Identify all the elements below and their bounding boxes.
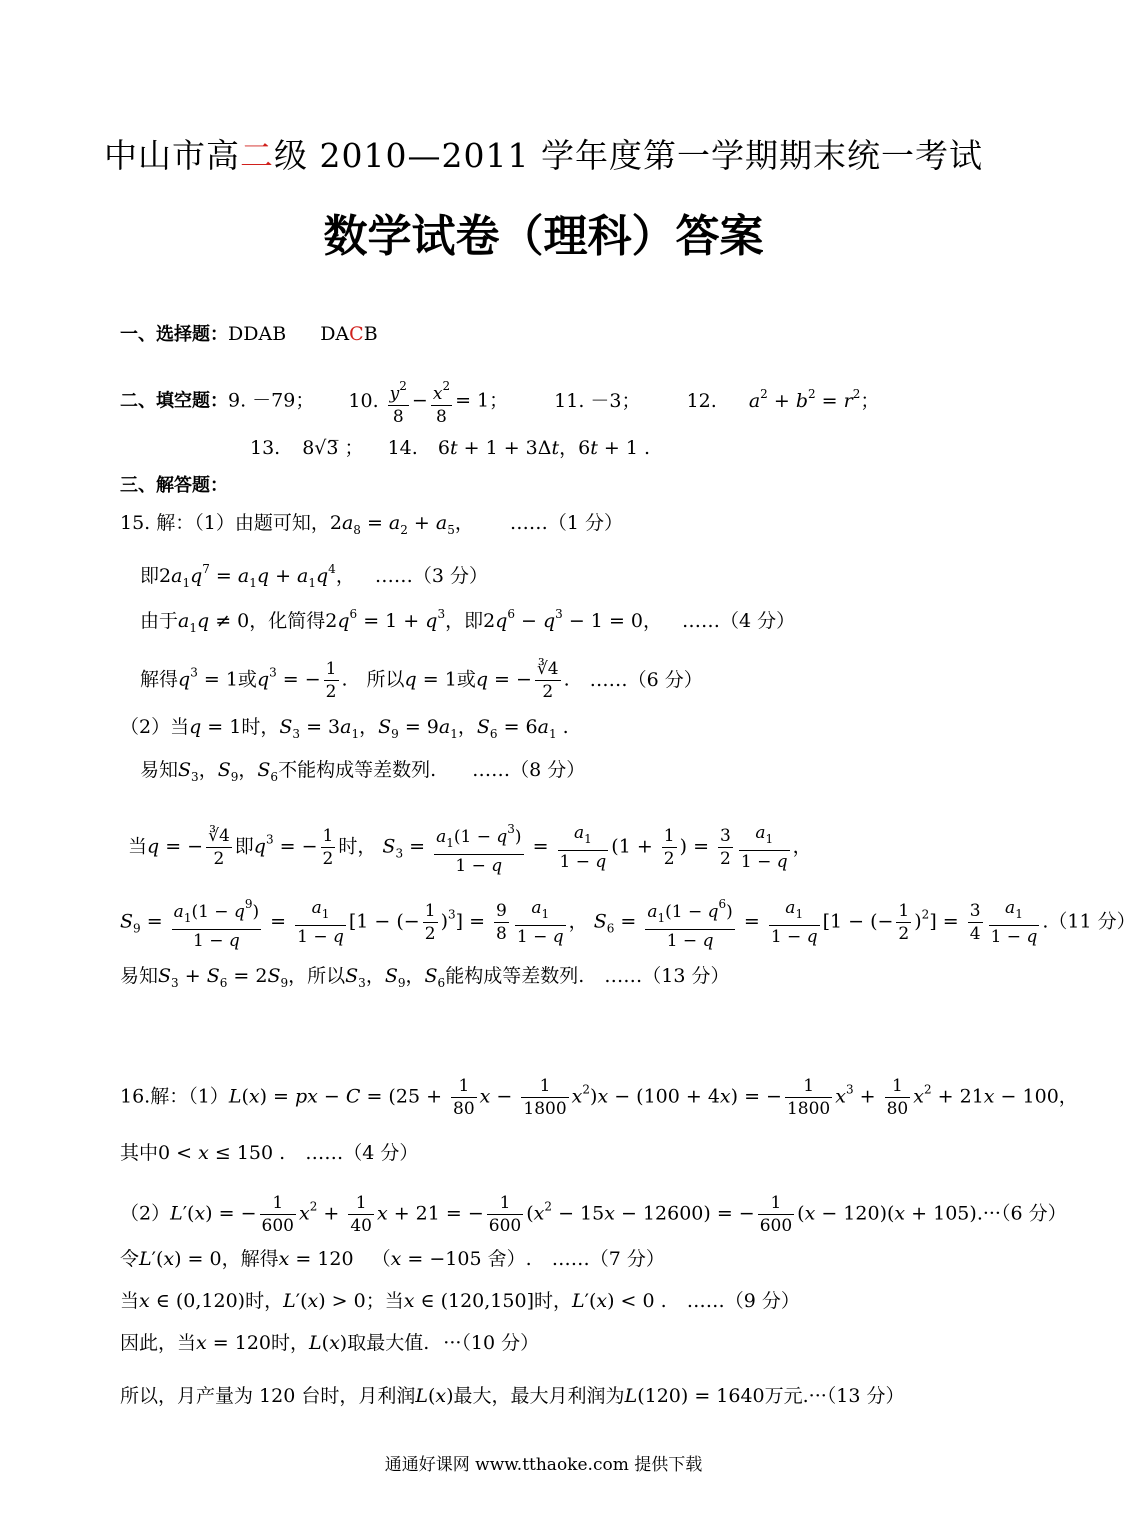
fill-answers-row1: 二、填空题：9. －79； 10. $\frac{y^2}{8}$ − $\frac{x^2}{8}$ = 1； 11. －3； 12. $a^2 + b^2 = r^2$； <box>120 375 879 428</box>
q16-line1: 16.解：（1）L(x) = px − C = (25 + $\frac{1}{80}$ x − $\frac{1}{1800}$ $x^2)x - (100 + 4x)$ = − $\frac{1}{1800}$ $x^3$ + $\frac{1}{80}$ $x^2 + 21x - 100$， <box>120 1076 1078 1119</box>
page-title: 中山市高二级 2010—2011 学年度第一学期期末统一考试 <box>104 136 983 175</box>
q15-line2: 即$2a_1q^7 = a_1q + a_1q^4$， ……（3 分） <box>140 562 488 590</box>
choice-answers: 一、选择题：DDAB DACB <box>120 323 378 345</box>
q15-line5: （2）当q = 1时，$S_3 = 3a_1$，$S_9 = 9a_1$，$S_6 = 6a_1$ . <box>120 716 569 741</box>
page-subtitle: 数学试卷（理科）答案 <box>323 211 764 262</box>
q16-line6: 因此，当x = 120时，L(x)取最大值. ···（10 分） <box>120 1332 540 1354</box>
q15-line9: 易知$S_3 + S_6 = 2S_9$，所以$S_3$，$S_9$，$S_6$能构成等差数列. ……（13 分） <box>120 965 730 990</box>
q16-line7: 所以，月产量为 120 台时，月利润L(x)最大，最大月利润为L(120) = 1640万元.···（13 分） <box>120 1385 905 1407</box>
q16-line4: 令L′(x) = 0，解得x = 120 （x = −105 舍）. ……（7 分） <box>120 1248 665 1270</box>
q15-line1: 15. 解：（1）由题可知，$2a_8 = a_2 + a_5$， ……（1 分） <box>120 512 624 537</box>
q15-line4: 解得$q^3 = 1$或$q^3$ = − $\frac{1}{2}$ . 所以q = 1或q = − $\frac{∛4}{2}$ . ……（6 分） <box>140 659 703 702</box>
footer-source: 通通好课网 www.tthaoke.com 提供下载 <box>384 1455 703 1475</box>
section3-heading: 三、解答题： <box>120 475 228 496</box>
q16-line5: 当x ∈ (0,120)时，L′(x) > 0；当x ∈ (120,150]时，L′(x) < 0 . ……（9 分） <box>120 1290 800 1312</box>
q15-line6: 易知$S_3$，$S_9$，$S_6$不能构成等差数列. ……（8 分） <box>140 759 586 784</box>
q15-line8: $S_9$ = $\frac{a_1(1 - q^9)}{1 - q}$ = $\frac{a_1}{1 - q}$ [1 − (− $\frac{1}{2}$ )$^3$] = $\frac{9}{8}$ $\frac{a_1}{1 - q}$ ， $S_6$ = $\frac{a_1(1 - q^6)}{1 - q}$ = $\frac{a_1}{1 - q}$ [1 − (− $\frac{1}{2}$ )$^2$] = $\frac{3}{4}$ $\frac{a_1}{1 - q}$ .（11 分） <box>120 893 1136 952</box>
fill-answers-row2: 13. 8√3̅ ； 14. 6t + 1 + 3Δt，6t + 1 . <box>250 437 651 459</box>
q15-line7: 当q = − $\frac{∛4}{2}$ 即$q^3$ = − $\frac{1}{2}$ 时， $S_3$ = $\frac{a_1(1 - q^3)}{1 - q}$ = $\frac{a_1}{1 - q}$ (1 + $\frac{1}{2}$ ) = $\frac{3}{2}$ $\frac{a_1}{1 - q}$ ， <box>128 818 812 877</box>
q16-line2: 其中0 < x ≤ 150 . ……（4 分） <box>120 1142 419 1164</box>
q16-line3: （2）L′(x) = − $\frac{1}{600}$ $x^2$ + $\frac{1}{40}$ x + 21 = − $\frac{1}{600}$ $(x^2 - 15x - 12600)$ = − $\frac{1}{600}$ (x − 120)(x + 105).···（6 分） <box>120 1193 1067 1236</box>
q15-line3: 由于$a_1q \ne 0$，化简得$2q^6 = 1 + q^3$，即$2q^6 - q^3 - 1 = 0$， ……（4 分） <box>140 607 796 635</box>
